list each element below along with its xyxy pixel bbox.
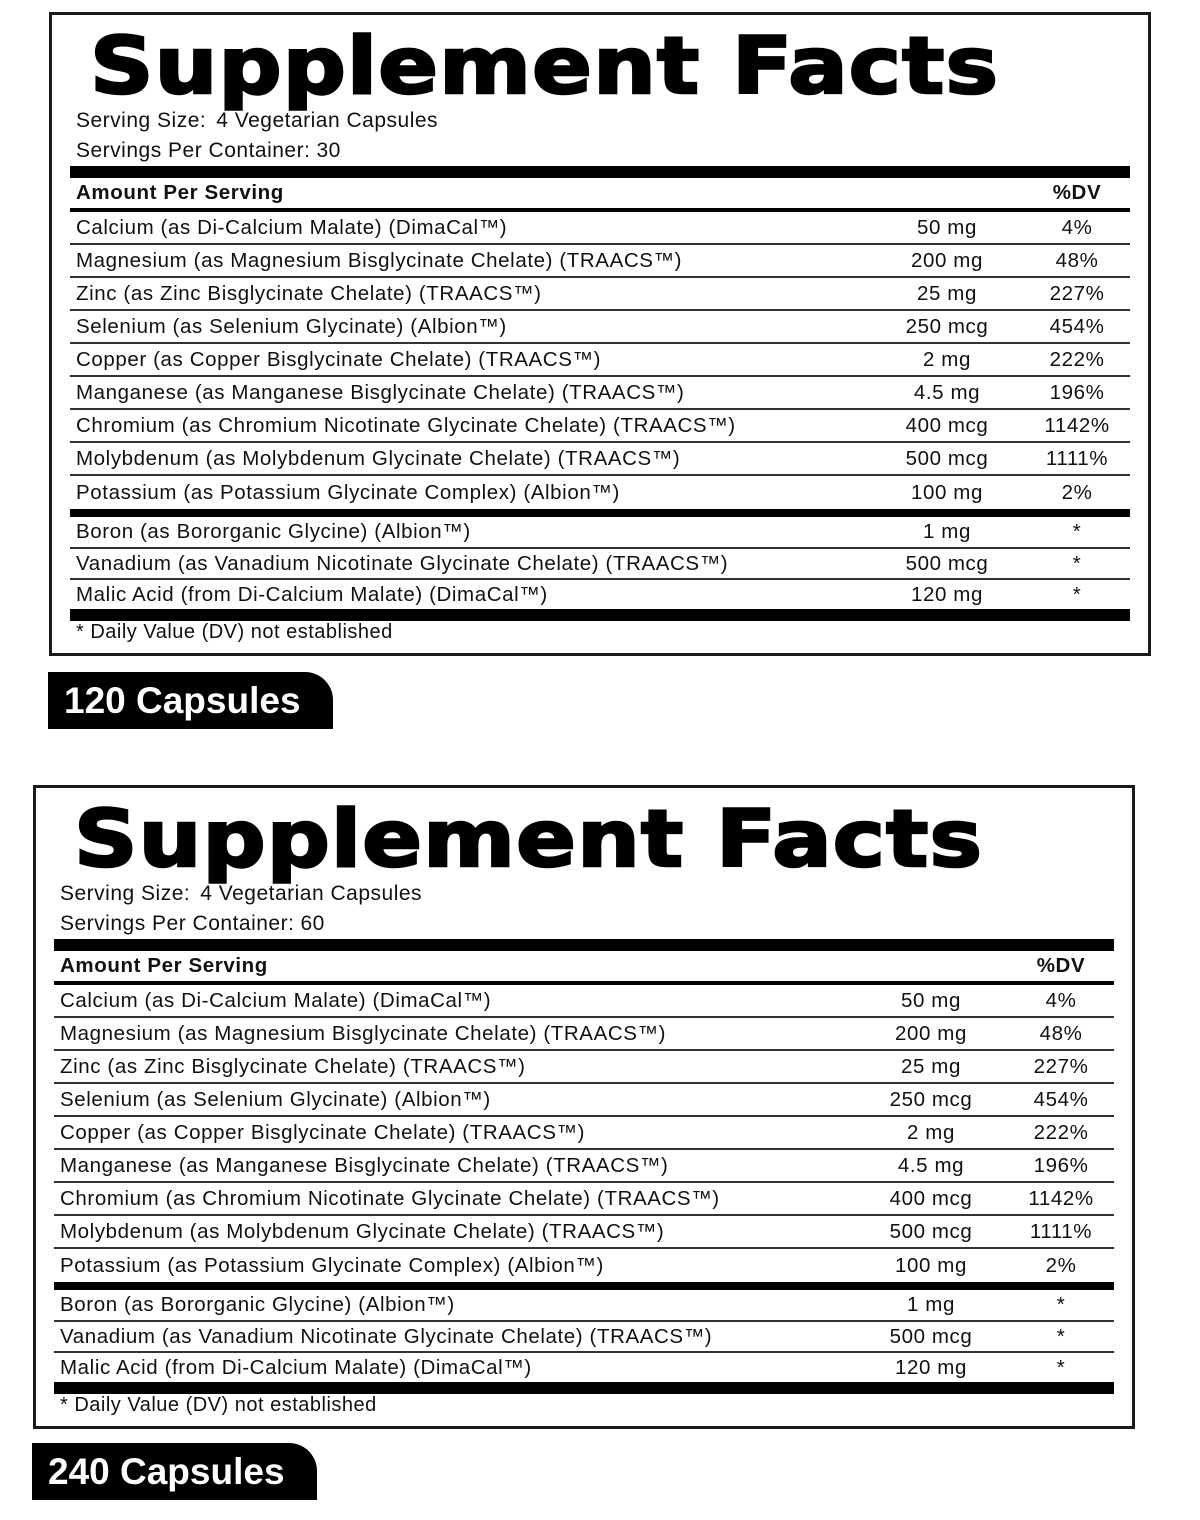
nutrient-dv: 222% (1049, 347, 1105, 371)
nutrient-name: Potassium (as Potassium Glycinate Complex) (Albion™) (76, 480, 620, 504)
serving-size-label: Serving Size: (60, 882, 191, 905)
nutrient-dv: 454% (1033, 1087, 1089, 1111)
nutrient-amount: 500 mcg (889, 1219, 973, 1243)
nutrient-name: Manganese (as Manganese Bisglycinate Chelate) (TRAACS™) (76, 380, 685, 404)
nutrient-name: Manganese (as Manganese Bisglycinate Chelate) (TRAACS™) (60, 1153, 669, 1177)
table-row (70, 517, 1130, 549)
nutrient-amount: 120 mg (911, 582, 983, 606)
amount-per-serving-label: Amount Per Serving (76, 181, 284, 204)
nutrient-amount: 25 mg (901, 1054, 961, 1078)
table-row (70, 476, 1130, 509)
table-row (54, 1183, 1114, 1216)
nutrient-name: Boron (as Bororganic Glycine) (Albion™) (60, 1293, 455, 1316)
nutrient-amount: 100 mg (895, 1253, 967, 1277)
nutrient-dv: 48% (1039, 1021, 1083, 1045)
nutrient-amount: 1 mg (923, 520, 971, 543)
table-row (54, 1290, 1114, 1322)
nutrient-dv: 1111% (1029, 1219, 1093, 1243)
nutrient-amount: 2 mg (907, 1120, 955, 1144)
table-header (54, 951, 1114, 981)
dv-header-label: %DV (1052, 181, 1102, 204)
servings-per-container (60, 911, 325, 937)
nutrient-dv: * (1056, 1293, 1066, 1316)
nutrient-dv: 2% (1061, 480, 1093, 504)
table-row (54, 1084, 1114, 1117)
nutrient-dv: 2% (1045, 1253, 1077, 1277)
table-row (70, 410, 1130, 443)
supplement-facts-panel-120 (49, 12, 1151, 656)
facts-table (70, 166, 1130, 621)
servings-per-container-label: Servings Per Container: (60, 912, 295, 935)
nutrient-name: Calcium (as Di-Calcium Malate) (DimaCal™) (76, 215, 508, 239)
nutrient-dv: 4% (1061, 215, 1093, 239)
divider-bottom (70, 609, 1130, 621)
nutrient-dv: 227% (1049, 281, 1105, 305)
servings-per-container-value: 60 (300, 912, 325, 935)
supplement-facts-panel-240 (33, 785, 1135, 1429)
table-row (54, 1216, 1114, 1249)
panel-title: Supplement Facts (74, 795, 984, 885)
nutrient-dv: 196% (1033, 1153, 1089, 1177)
table-row (70, 311, 1130, 344)
table-row (70, 245, 1130, 278)
table-row (70, 212, 1130, 245)
nutrient-amount: 4.5 mg (913, 380, 981, 404)
servings-per-container (76, 138, 341, 164)
nutrient-amount: 100 mg (911, 480, 983, 504)
nutrient-name: Copper (as Copper Bisglycinate Chelate) (TRAACS™) (76, 347, 602, 371)
nutrient-amount: 500 mcg (889, 1324, 973, 1348)
nutrient-amount: 50 mg (917, 215, 977, 239)
nutrient-amount: 500 mcg (905, 551, 989, 575)
nutrient-name: Copper (as Copper Bisglycinate Chelate) (TRAACS™) (60, 1120, 586, 1144)
divider-mid (54, 1282, 1114, 1290)
capsule-count-tab-120: 120 Capsules (48, 672, 333, 729)
nutrient-dv: 196% (1049, 380, 1105, 404)
nutrient-dv: 1142% (1028, 1186, 1094, 1210)
table-row (54, 1249, 1114, 1282)
table-header (70, 178, 1130, 208)
nutrient-name: Magnesium (as Magnesium Bisglycinate Chelate) (TRAACS™) (60, 1021, 667, 1045)
nutrient-name: Vanadium (as Vanadium Nicotinate Glycinate Chelate) (TRAACS™) (60, 1324, 713, 1348)
nutrient-name: Molybdenum (as Molybdenum Glycinate Chelate) (TRAACS™) (76, 446, 681, 470)
nutrient-dv: 1111% (1045, 446, 1109, 470)
nutrient-dv: * (1056, 1355, 1066, 1379)
nutrient-name: Zinc (as Zinc Bisglycinate Chelate) (TRAACS™) (60, 1054, 526, 1078)
table-row (54, 1018, 1114, 1051)
nutrient-dv: * (1072, 551, 1082, 575)
nutrient-name: Chromium (as Chromium Nicotinate Glycinate Chelate) (TRAACS™) (60, 1186, 720, 1210)
table-row (54, 1117, 1114, 1150)
nutrient-name: Chromium (as Chromium Nicotinate Glycinate Chelate) (TRAACS™) (76, 413, 736, 437)
nutrient-amount: 2 mg (923, 347, 971, 371)
nutrient-dv: 222% (1033, 1120, 1089, 1144)
nutrient-name: Selenium (as Selenium Glycinate) (Albion™) (76, 314, 507, 338)
nutrient-amount: 200 mg (911, 248, 983, 272)
divider-bottom (54, 1382, 1114, 1394)
nutrient-group-2 (54, 1290, 1114, 1382)
table-row (54, 1322, 1114, 1353)
table-row (54, 1353, 1114, 1382)
serving-size-value: 4 Vegetarian Capsules (200, 882, 423, 905)
table-row (70, 377, 1130, 410)
capsule-count-tab-240: 240 Capsules (32, 1443, 317, 1500)
nutrient-group-2 (70, 517, 1130, 609)
panel-title: Supplement Facts (90, 22, 1000, 112)
nutrient-amount: 250 mcg (905, 314, 989, 338)
divider-thick (70, 166, 1130, 178)
nutrient-name: Potassium (as Potassium Glycinate Complex) (Albion™) (60, 1253, 604, 1277)
nutrient-group-1 (70, 212, 1130, 509)
nutrient-amount: 1 mg (907, 1293, 955, 1316)
table-row (70, 580, 1130, 609)
nutrient-name: Zinc (as Zinc Bisglycinate Chelate) (TRAACS™) (76, 281, 542, 305)
nutrient-dv: 454% (1049, 314, 1105, 338)
nutrient-dv: * (1072, 520, 1082, 543)
nutrient-name: Malic Acid (from Di-Calcium Malate) (DimaCal™) (60, 1355, 532, 1379)
nutrient-amount: 250 mcg (889, 1087, 973, 1111)
servings-per-container-label: Servings Per Container: (76, 139, 311, 162)
nutrient-amount: 400 mcg (905, 413, 989, 437)
nutrient-dv: 48% (1055, 248, 1099, 272)
nutrient-amount: 25 mg (917, 281, 977, 305)
serving-size (76, 108, 438, 134)
table-row (54, 1051, 1114, 1084)
divider-thick (54, 939, 1114, 951)
servings-per-container-value: 30 (316, 139, 341, 162)
nutrient-name: Molybdenum (as Molybdenum Glycinate Chelate) (TRAACS™) (60, 1219, 665, 1243)
table-row (70, 443, 1130, 476)
footnote: * Daily Value (DV) not established (76, 621, 393, 643)
table-row (54, 1150, 1114, 1183)
nutrient-dv: 227% (1033, 1054, 1089, 1078)
nutrient-dv: * (1072, 582, 1082, 606)
nutrient-group-1 (54, 985, 1114, 1282)
footnote: * Daily Value (DV) not established (60, 1394, 377, 1416)
nutrient-name: Calcium (as Di-Calcium Malate) (DimaCal™) (60, 988, 492, 1012)
serving-size-value: 4 Vegetarian Capsules (216, 109, 439, 132)
nutrient-name: Vanadium (as Vanadium Nicotinate Glycinate Chelate) (TRAACS™) (76, 551, 729, 575)
nutrient-amount: 50 mg (901, 988, 961, 1012)
nutrient-dv: 4% (1045, 988, 1077, 1012)
dv-header-label: %DV (1036, 954, 1086, 977)
table-row (70, 278, 1130, 311)
table-row (70, 344, 1130, 377)
nutrient-amount: 400 mcg (889, 1186, 973, 1210)
nutrient-amount: 4.5 mg (897, 1153, 965, 1177)
nutrient-amount: 200 mg (895, 1021, 967, 1045)
amount-per-serving-label: Amount Per Serving (60, 954, 268, 977)
table-row (70, 549, 1130, 580)
divider-mid (70, 509, 1130, 517)
facts-table (54, 939, 1114, 1394)
nutrient-dv: 1142% (1044, 413, 1110, 437)
nutrient-name: Malic Acid (from Di-Calcium Malate) (DimaCal™) (76, 582, 548, 606)
serving-size-label: Serving Size: (76, 109, 207, 132)
nutrient-amount: 500 mcg (905, 446, 989, 470)
nutrient-amount: 120 mg (895, 1355, 967, 1379)
serving-size (60, 881, 422, 907)
nutrient-name: Boron (as Bororganic Glycine) (Albion™) (76, 520, 471, 543)
table-row (54, 985, 1114, 1018)
nutrient-name: Magnesium (as Magnesium Bisglycinate Chelate) (TRAACS™) (76, 248, 683, 272)
nutrient-dv: * (1056, 1324, 1066, 1348)
nutrient-name: Selenium (as Selenium Glycinate) (Albion™) (60, 1087, 491, 1111)
